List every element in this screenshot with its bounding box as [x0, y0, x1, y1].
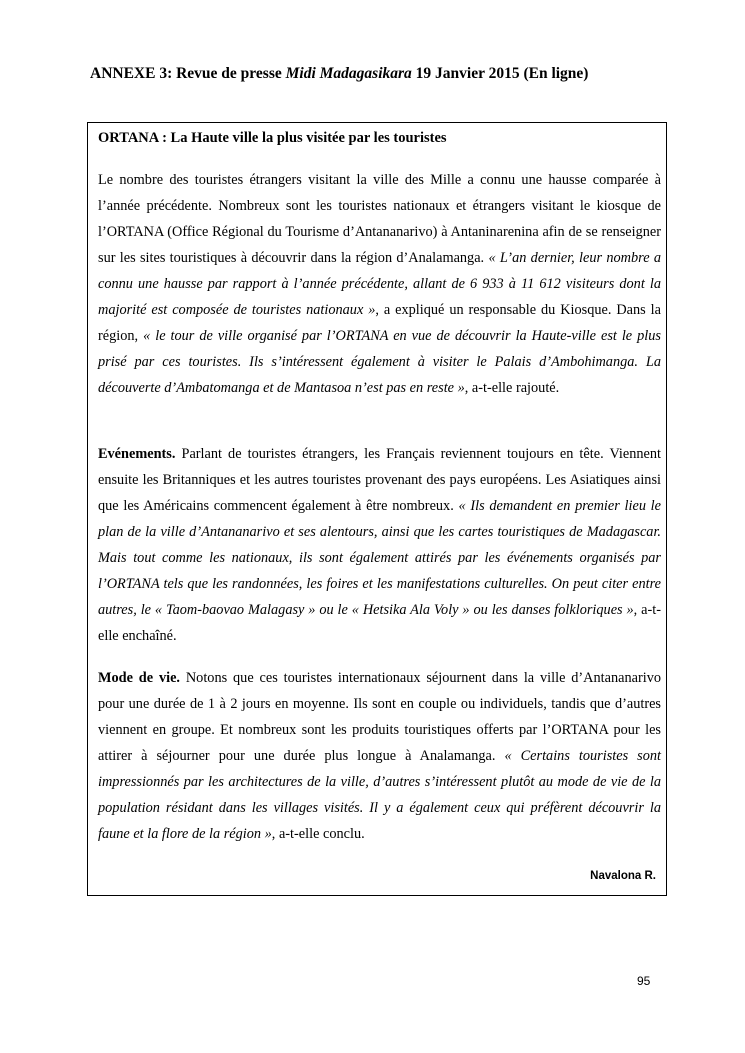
- p1-text-3: , a-t-elle rajouté.: [464, 380, 560, 396]
- p3-text-2: , a-t-elle conclu.: [271, 826, 365, 842]
- p1-quote-2: « le tour de ville organisé par l’ORTANA en vue de découvrir la Haute-ville est le plus prisé par ces touristes. Ils s’intéressent également à visiter le Palais d’Ambohimanga. La découverte d’Ambatomanga et de Mantasoa n’est pas en reste »: [98, 328, 661, 396]
- p3-lead: Mode de vie.: [98, 670, 180, 686]
- annex-heading: [90, 65, 690, 83]
- p2-text-1: Parlant de touristes étrangers, les Français reviennent toujours en tête. Viennent ensuite les Britanniques et les autres touristes provenant des pays européens. Les Asiatiques ainsi que les Américains commencent également à être nombreux.: [98, 446, 661, 514]
- author-signature: Navalona R.: [590, 870, 656, 882]
- p1-quote-1: « L’an dernier, leur nombre a connu une hausse par rapport à l’année précédente, allant de 6 933 à 11 612 visiteurs dont la majorité est composée de touristes nationaux »: [98, 250, 661, 318]
- article-title: ORTANA : La Haute ville la plus visitée par les touristes: [98, 130, 447, 146]
- p2-lead: Evénements.: [98, 446, 176, 462]
- page-number: 95: [637, 974, 651, 988]
- p3-text-1: Notons que ces touristes internationaux séjournent dans la ville d’Antananarivo pour une durée de 1 à 2 jours en moyenne. Ils sont en couple ou individuels, tandis que d’autres viennent en groupe. Et nombreux sont les produits touristiques offerts par l’ORTANA pour les attirer à séjourner pour une durée plus longue à Analamanga.: [98, 670, 661, 764]
- p2-text-2: , a-t-elle enchaîné.: [98, 602, 661, 644]
- heading-prefix: ANNEXE 3: Revue de presse: [90, 65, 286, 82]
- p1-text-2: , a expliqué un responsable du Kiosque. Dans la région,: [98, 302, 661, 344]
- publication-name: Midi Madagasikara: [285, 65, 412, 82]
- p2-quote-1: « Ils demandent en premier lieu le plan de la ville d’Antananarivo et ses alentours, ainsi que les cartes touristiques de Madagascar. Mais tout comme les nationaux, ils sont également attirés par les événements organisés par l’ORTANA tels que les randonnées, les foires et les manifestations culturelles. On peut citer entre autres, le « Taom-baovao Malagasy » ou le « Hetsika Ala Voly » ou les danses folkloriques »: [98, 498, 662, 618]
- p1-text-1: Le nombre des touristes étrangers visitant la ville des Mille a connu une hausse comparée à l’année précédente. Nombreux sont les touristes nationaux et étrangers visitant le kiosque de l’ORTANA (Office Régional du Tourisme d’Antananarivo) à Antaninarenina afin de se renseigner sur les sites touristiques à découvrir dans la région d’Analamanga.: [98, 172, 661, 266]
- article-paragraph-1: [98, 167, 661, 401]
- article-box: [87, 122, 667, 896]
- heading-suffix: 19 Janvier 2015 (En ligne): [411, 65, 589, 82]
- p3-quote-1: « Certains touristes sont impressionnés par les architectures de la ville, d’autres s’intéressent plutôt au mode de vie de la population résidant dans les villages visités. Il y a également ceux qui préfèrent découvrir la faune et la flore de la région »: [98, 748, 661, 842]
- article-paragraph-3: [98, 665, 661, 847]
- article-paragraph-2: [98, 441, 661, 649]
